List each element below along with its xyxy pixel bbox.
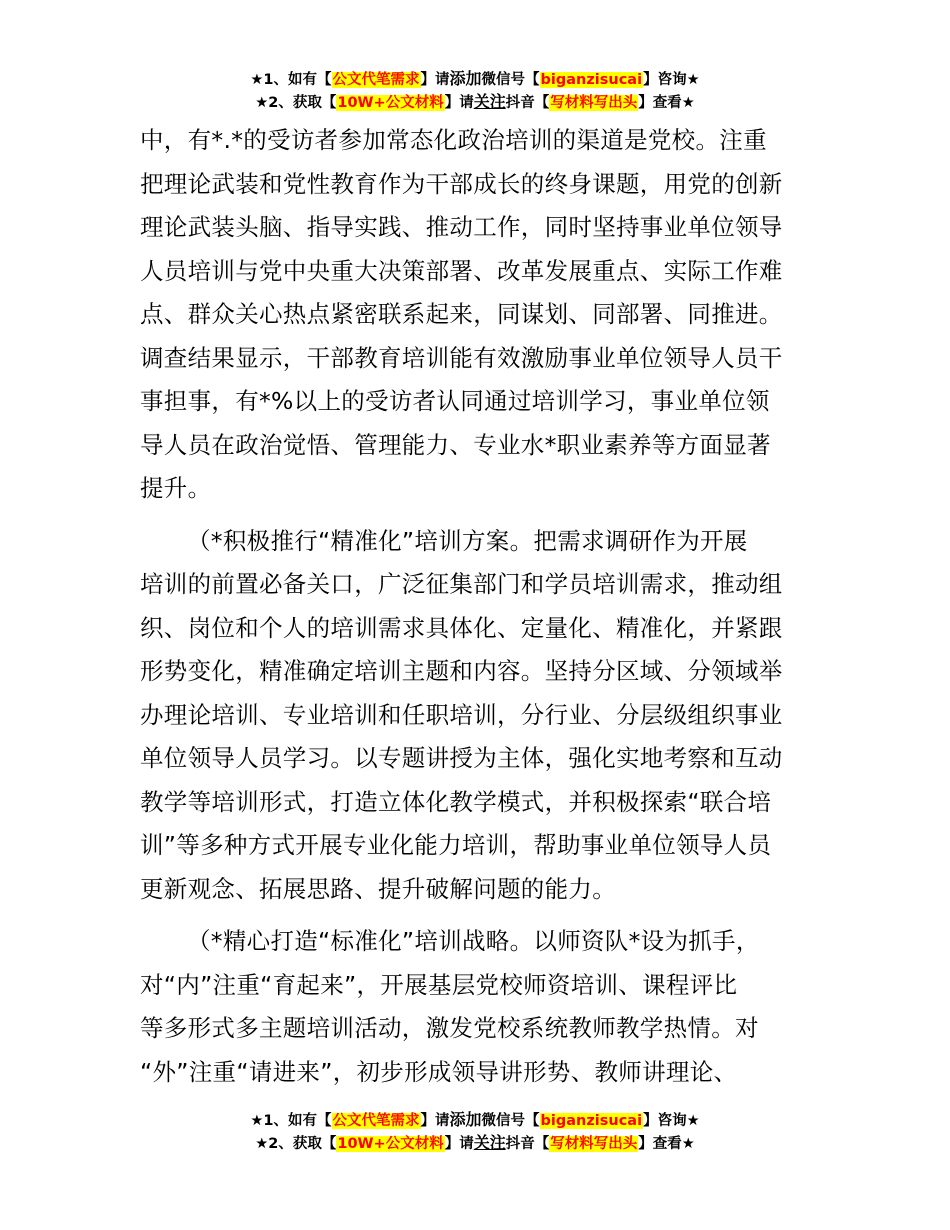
footer-line-1	[0, 1109, 950, 1132]
header-line-2-douyin-label: 抖音【	[505, 95, 550, 111]
paragraph-spacer	[140, 911, 812, 920]
document-body	[140, 119, 812, 1094]
footer-line-2	[0, 1132, 950, 1155]
header-line-1-suffix: 】咨询★	[643, 72, 700, 88]
header-banner	[0, 68, 950, 114]
paragraph-line: 训”等多种方式开展专业化能力培训，帮助事业单位领导人员	[140, 831, 772, 859]
header-line-2-prefix: ★2、获取【	[255, 95, 337, 111]
header-line-2	[0, 91, 950, 114]
header-highlight-wechat-id: biganzisucai	[540, 72, 643, 88]
paragraph-line: 办理论培训、专业培训和任职培训，分行业、分层级组织事业	[140, 700, 783, 729]
footer-line-1-suffix: 】咨询★	[643, 1113, 700, 1129]
footer-line-1-add: 添加	[449, 1110, 482, 1129]
header-line-1-wechat-label: 微信号【	[481, 72, 540, 88]
header-line-1-prefix: ★1、如有【	[250, 72, 332, 88]
paragraph-line: 理论武装头脑、指导实践、推动工作，同时坚持事业单位领导	[140, 213, 783, 241]
header-highlight-douyin-id: 写材料写出头	[550, 95, 638, 111]
footer-line-1-text: 】请	[420, 1113, 450, 1129]
paragraph-line: 织、岗位和个人的培训需求具体化、定量化、精准化，并紧跟	[140, 613, 783, 642]
footer-highlight-douyin-id: 写材料写出头	[550, 1136, 638, 1152]
footer-banner	[0, 1109, 950, 1155]
header-line-1-text: 】请	[420, 72, 450, 88]
paragraph-line: “外”注重“请进来”，初步形成领导讲形势、教师讲理论、	[140, 1057, 738, 1086]
footer-line-2-suffix: 】查看★	[638, 1136, 695, 1152]
paragraph-line: 点、群众关心热点紧密联系起来，同谋划、同部署、同推进。	[140, 300, 783, 328]
paragraph-line: 导人员在政治觉悟、管理能力、专业水*职业素养等方面显著	[140, 430, 771, 459]
paragraph-3	[140, 920, 812, 1094]
paragraph-line: 形势变化，精准确定培训主题和内容。坚持分区域、分领域举	[140, 657, 783, 685]
footer-line-1-prefix: ★1、如有【	[250, 1113, 332, 1129]
paragraph-line: 把理论武装和党性教育作为干部成长的终身课题，用党的创新	[140, 169, 783, 198]
header-highlight-materials: 10W+公文材料	[337, 95, 444, 111]
paragraph-line: （*积极推行“精准化”培训方案。把需求调研作为开展	[187, 526, 748, 555]
paragraph-line: 调查结果显示，干部教育培训能有效激励事业单位领导人员干	[140, 343, 783, 372]
footer-line-2-douyin-label: 抖音【	[505, 1136, 550, 1152]
paragraph-line: 中，有*.*的受访者参加常态化政治培训的渠道是党校。注重	[140, 126, 767, 154]
paragraph-spacer	[140, 511, 812, 520]
footer-highlight-service: 公文代笔需求	[332, 1113, 420, 1129]
paragraph-line: 人员培训与党中央重大决策部署、改革发展重点、实际工作难	[140, 256, 783, 285]
footer-highlight-materials: 10W+公文材料	[337, 1136, 444, 1152]
footer-line-2-prefix: ★2、获取【	[255, 1136, 337, 1152]
paragraph-line: 事担事，有*%以上的受访者认同通过培训学习，事业单位领	[140, 387, 770, 415]
header-line-2-suffix: 】查看★	[638, 95, 695, 111]
paragraph-line: （*精心打造“标准化”培训战略。以师资队*设为抓手，	[187, 927, 760, 955]
paragraph-line: 单位领导人员学习。以专题讲授为主体，强化实地考察和互动	[140, 744, 783, 772]
header-line-1	[0, 68, 950, 91]
paragraph-line: 更新观念、拓展思路、提升破解问题的能力。	[140, 874, 616, 903]
header-line-2-follow: 关注	[473, 92, 506, 111]
paragraph-line: 对“内”注重“育起来”，开展基层党校师资培训、课程评比	[140, 970, 738, 999]
footer-line-2-text: 】请	[444, 1136, 474, 1152]
paragraph-line: 培训的前置必备关口，广泛征集部门和学员培训需求，推动组	[140, 570, 783, 598]
header-line-1-add: 添加	[449, 69, 482, 88]
paragraph-1	[140, 119, 812, 511]
paragraph-line: 教学等培训形式，打造立体化教学模式，并积极探索“联合培	[140, 787, 772, 816]
paragraph-2	[140, 520, 812, 912]
paragraph-line: 提升。	[140, 474, 212, 502]
header-line-2-text: 】请	[444, 95, 474, 111]
paragraph-line: 等多形式多主题培训活动，激发党校系统教师教学热情。对	[140, 1014, 759, 1042]
header-highlight-service: 公文代笔需求	[332, 72, 420, 88]
footer-line-2-follow: 关注	[473, 1133, 506, 1152]
footer-line-1-wechat-label: 微信号【	[481, 1113, 540, 1129]
footer-highlight-wechat-id: biganzisucai	[540, 1113, 643, 1129]
